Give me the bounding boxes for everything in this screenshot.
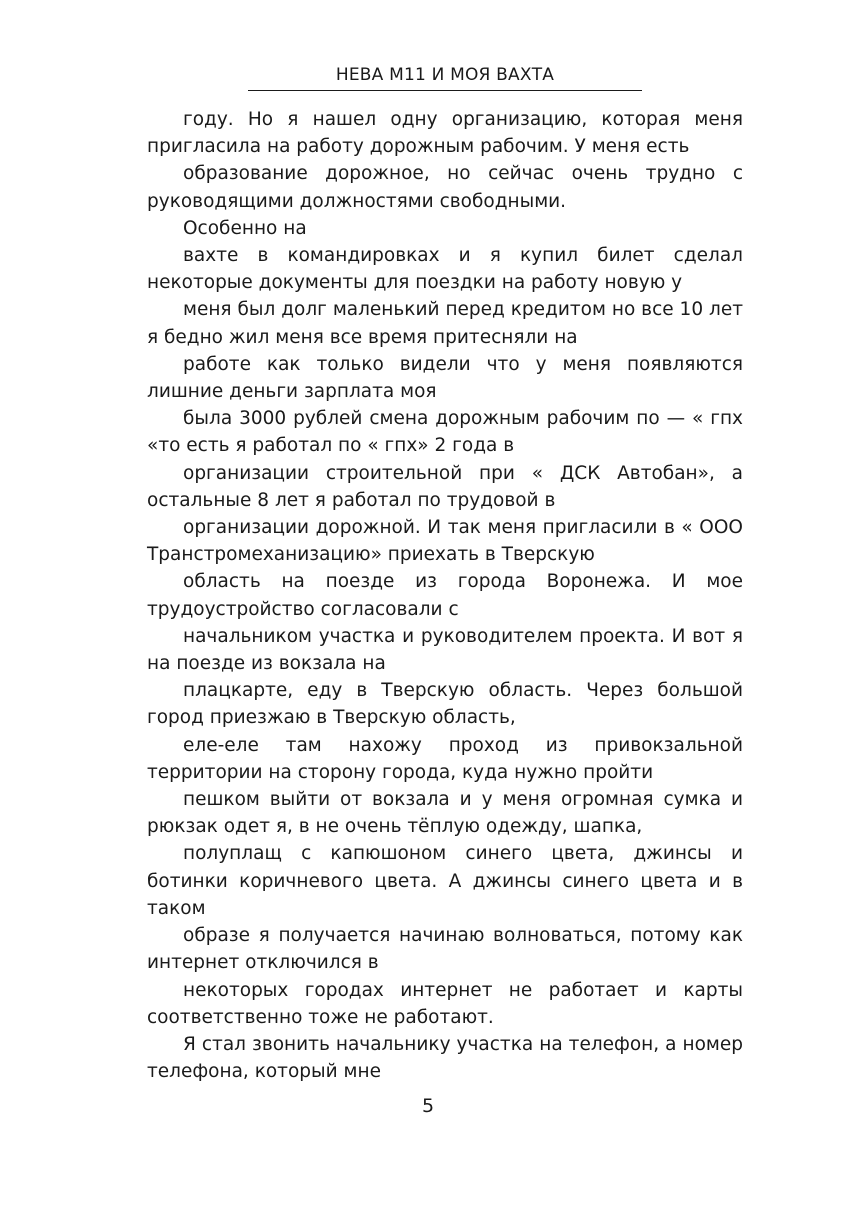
paragraph: работе как только видели что у меня появляются лишние деньги зарплата моя [147, 353, 743, 403]
page-number: 5 [421, 1095, 435, 1117]
paragraph: некоторых городах интернет не работает и карты соответственно тоже не работают. [147, 979, 743, 1028]
paragraph: организации дорожной. И так меня пригласили в « ООО Транстромеханизацию» приехать в Тверскую [147, 517, 743, 566]
running-head: НЕВА М11 И МОЯ ВАХТА [335, 65, 555, 85]
paragraph: начальником участка и руководителем проекта. И вот я на поезде из вокзала на [147, 625, 743, 675]
paragraph: плацкарте, еду в Тверскую область. Через большой город приезжаю в Тверскую область, [147, 680, 743, 729]
paragraph: образе я получается начинаю волноваться, потому как интернет отключился в [147, 925, 743, 974]
paragraph: полуплащ с капюшоном синего цвета, джинсы и ботинки коричневого цвета. А джинсы синего цвета и в таком [147, 843, 743, 919]
paragraph: пешком выйти от вокзала и у меня огромная сумка и рюкзак одет я, в не очень тёплую одежду, шапка, [147, 789, 743, 838]
paragraph: Я стал звонить начальнику участка на телефон, а номер телефона, который мне [147, 1033, 743, 1083]
paragraph: меня был долг маленький перед кредитом но все 10 лет я бедно жил меня все время притесняли на [147, 299, 743, 348]
paragraph: образование дорожное, но сейчас очень трудно с руководящими должностями свободными. [147, 163, 743, 212]
paragraph: вахте в командировках и я купил билет сделал некоторые документы для поездки на работу новую у [147, 245, 743, 294]
paragraph: область на поезде из города Воронежа. И мое трудоустройство согласовали с [147, 571, 743, 620]
paragraph: Особенно на [183, 217, 307, 239]
paragraph: году. Но я нашел одну организацию, которая меня пригласила на работу дорожным рабочим. У меня есть [147, 109, 743, 158]
text-body [147, 106, 743, 1085]
paragraph: была 3000 рублей смена дорожным рабочим по — « гпх «то есть я работал по « гпх» 2 года в [147, 408, 743, 457]
paragraph: организации строительной при « ДСК Автобан», а остальные 8 лет я работал по трудовой в [147, 462, 743, 511]
header-rule [248, 90, 642, 91]
paragraph: еле-еле там нахожу проход из привокзальной территории на сторону города, куда нужно пройти [147, 734, 743, 783]
